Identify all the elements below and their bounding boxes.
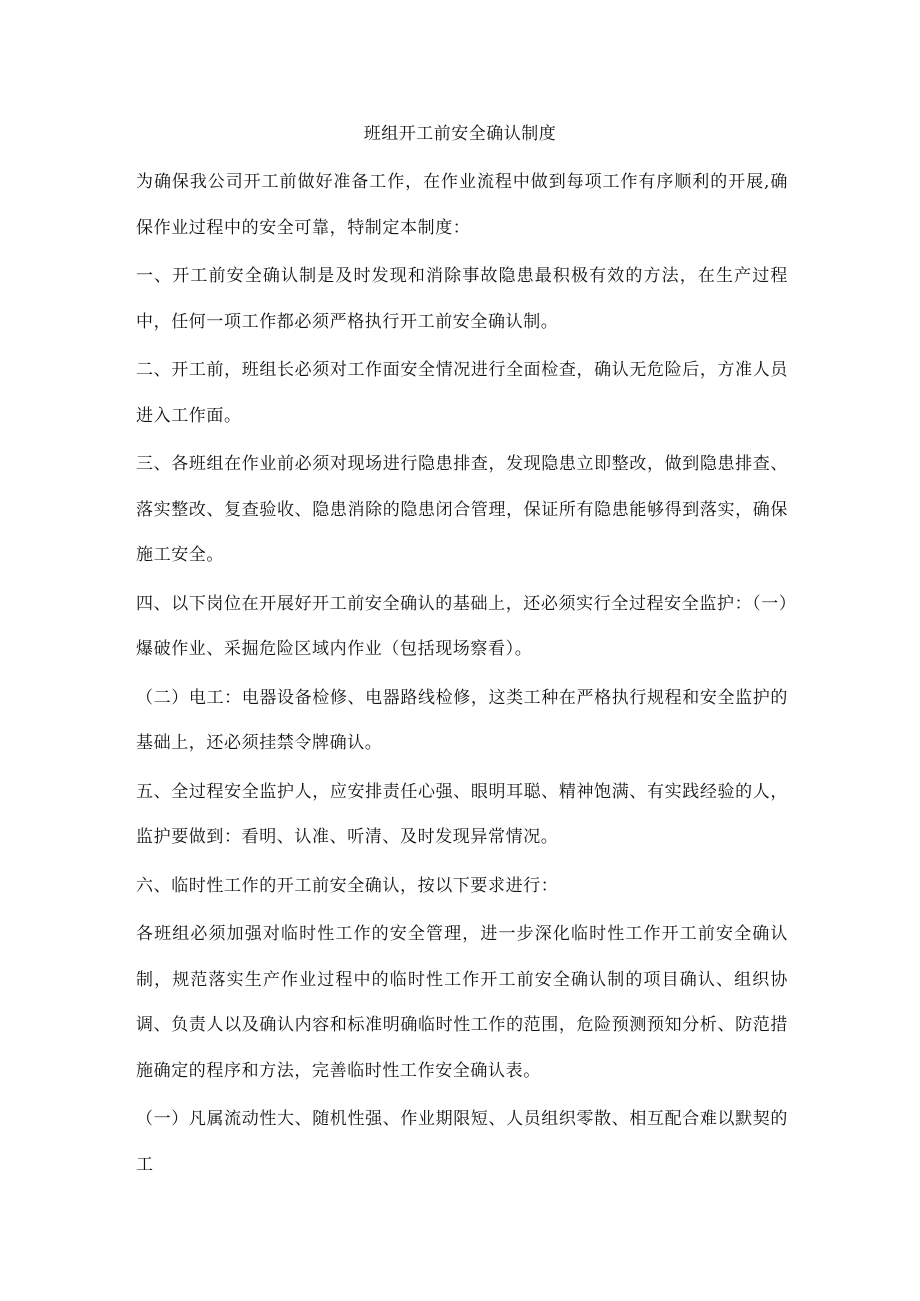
document-title: 班组开工前安全确认制度 <box>363 124 557 144</box>
paragraph-section-6-item-1: （一）凡属流动性大、随机性强、作业期限短、人员组织零散、相互配合难以默契的工 <box>136 1109 788 1175</box>
paragraph-section-3: 三、各班组在作业前必须对现场进行隐患排查，发现隐患立即整改，做到隐患排查、落实整改、复查验收、隐患消除的隐患闭合管理，保证所有隐患能够得到落实，确保施工安全。 <box>136 454 788 565</box>
paragraph-intro: 为确保我公司开工前做好准备工作，在作业流程中做到每项工作有序顺利的开展,确保作业过程中的安全可靠，特制定本制度： <box>136 172 788 238</box>
document-body <box>136 160 788 1191</box>
paragraph-section-6: 六、临时性工作的开工前安全确认，按以下要求进行： <box>136 875 559 896</box>
paragraph-section-5: 五、全过程安全监护人，应安排责任心强、眼明耳聪、精神饱满、有实践经验的人，监护要做到：看明、认准、听清、及时发现异常情况。 <box>136 781 788 847</box>
paragraph-section-1: 一、开工前安全确认制是及时发现和消除事故隐患最积极有效的方法，在生产过程中，任何一项工作都必须严格执行开工前安全确认制。 <box>136 266 788 332</box>
paragraph-section-6-detail: 各班组必须加强对临时性工作的安全管理，进一步深化临时性工作开工前安全确认制，规范落实生产作业过程中的临时性工作开工前安全确认制的项目确认、组织协调、负责人以及确认内容和标准明确临时性工作的范围，危险预测预知分析、防范措施确定的程序和方法，完善临时性工作安全确认表。 <box>136 924 788 1081</box>
paragraph-section-4-item-2: （二）电工：电器设备检修、电器路线检修，这类工种在严格执行规程和安全监护的基础上，还必须挂禁令牌确认。 <box>136 687 788 753</box>
paragraph-section-4: 四、以下岗位在开展好开工前安全确认的基础上，还必须实行全过程安全监护：（一）爆破作业、采掘危险区域内作业（包括现场察看）。 <box>136 593 788 659</box>
paragraph-section-2: 二、开工前，班组长必须对工作面安全情况进行全面检查，确认无危险后，方准人员进入工作面。 <box>136 360 788 426</box>
